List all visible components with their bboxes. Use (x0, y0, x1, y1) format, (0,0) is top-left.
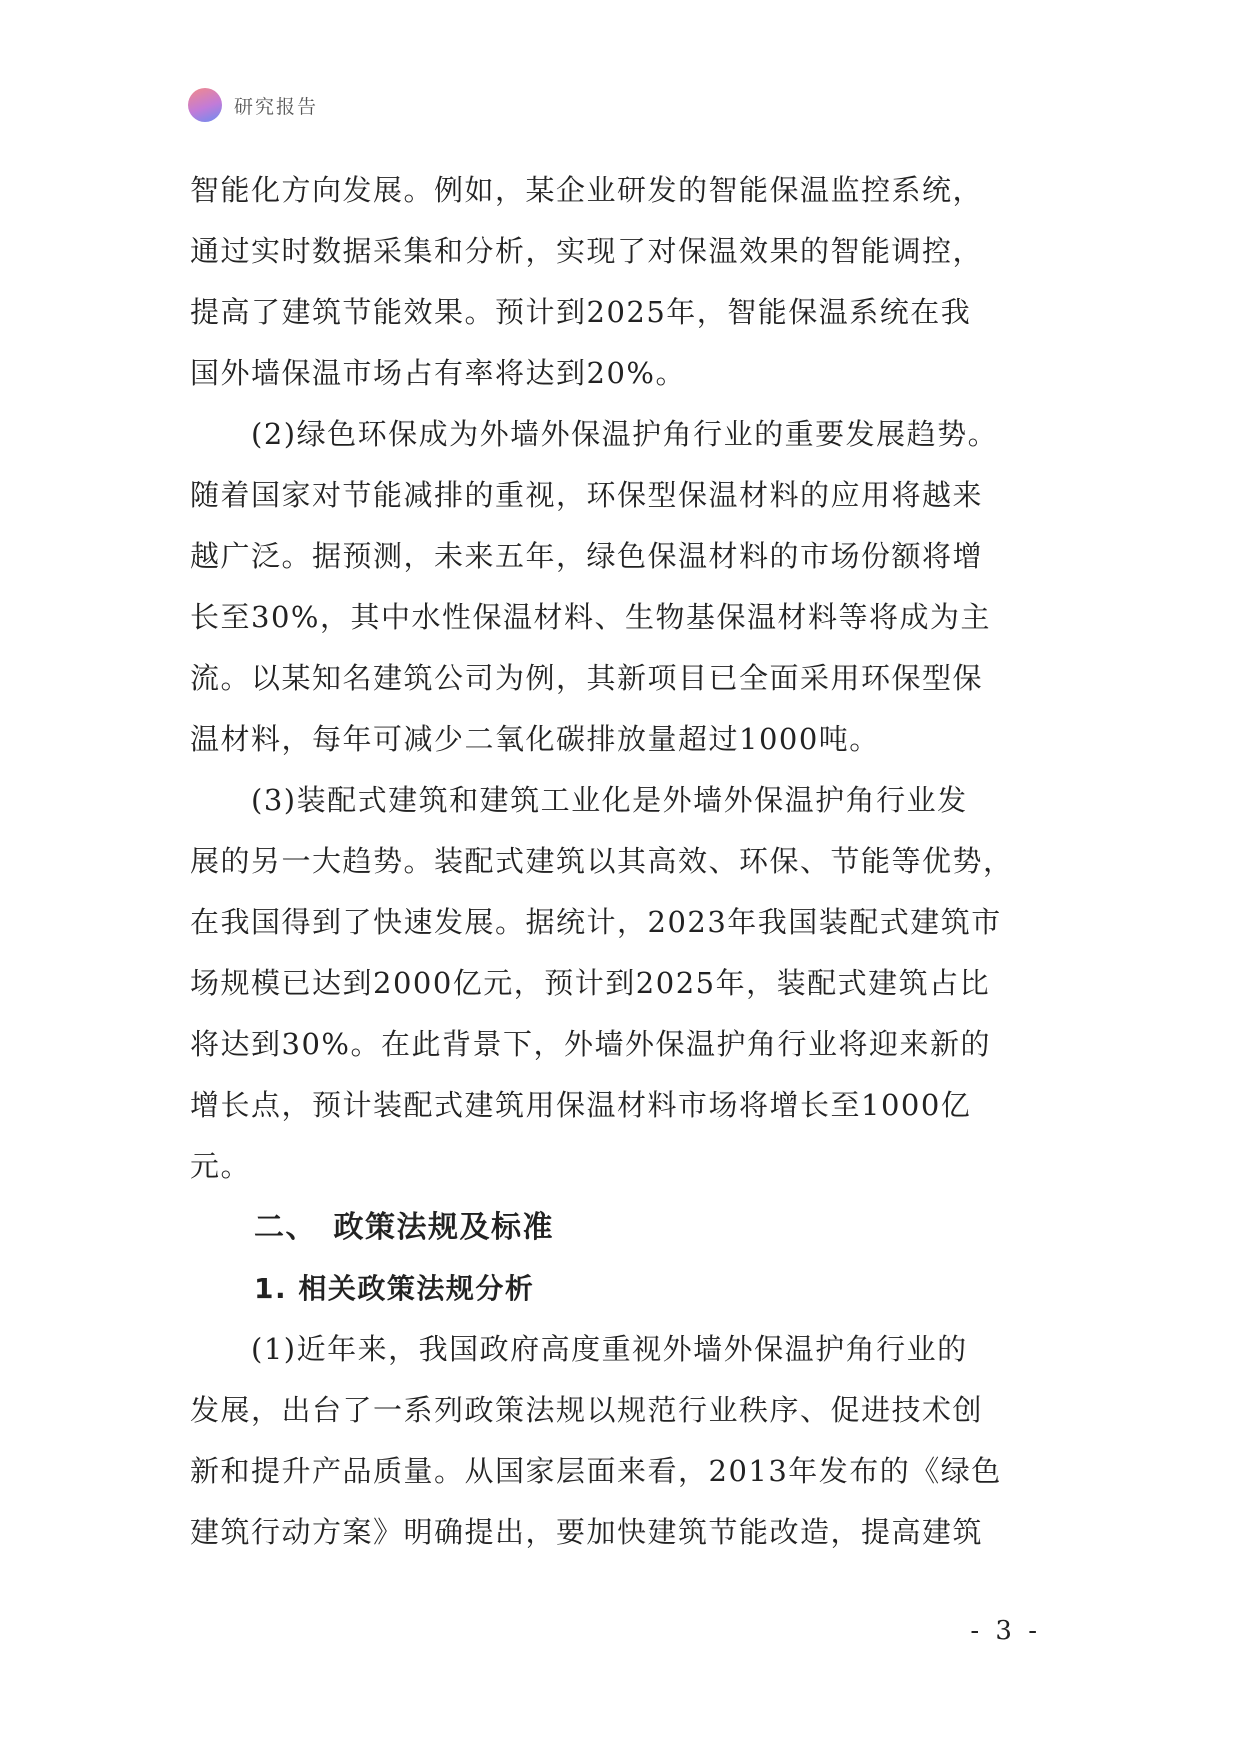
logo-icon (188, 88, 222, 122)
document-body (190, 160, 1070, 1563)
paragraph: 智能化方向发展。例如，某企业研发的智能保温监控系统， 通过实时数据采集和分析，实现了对保温效果的智能调控， 提高了建筑节能效果。预计到2025年，智能保温系统在我 国外墙保温市场占有率将达到20%。 (190, 173, 984, 390)
paragraph: (3)装配式建筑和建筑工业化是外墙外保温护角行业发 展的另一大趋势。装配式建筑以其高效、环保、节能等优势， 在我国得到了快速发展。据统计，2023年我国装配式建筑市 场规模已达到2000亿元，预计到2025年，装配式建筑占比 将达到30%。在此背景下，外墙外保温护角行业将迎来新的 增长点，预计装配式建筑用保温材料市场将增长至1000亿 元。 (190, 783, 1014, 1183)
paragraph: (1)近年来，我国政府高度重视外墙外保温护角行业的 发展，出台了一系列政策法规以规范行业秩序、促进技术创 新和提升产品质量。从国家层面来看，2013年发布的《绿色 建筑行动方案》明确提出，要加快建筑节能改造，提高建筑 (190, 1332, 1002, 1549)
page-number: - 3 - (970, 1616, 1041, 1646)
paragraph: (2)绿色环保成为外墙外保温护角行业的重要发展趋势。 随着国家对节能减排的重视，环保型保温材料的应用将越来 越广泛。据预测，未来五年，绿色保温材料的市场份额将增 长至30%，其中水性保温材料、生物基保温材料等将成为主 流。以某知名建筑公司为例，其新项目已全面采用环保型保 温材料，每年可减少二氧化碳排放量超过1000吨。 (190, 417, 999, 756)
subsection-heading: 1. 相关政策法规分析 (254, 1272, 535, 1305)
report-header (188, 88, 318, 122)
section-heading: 二、 政策法规及标准 (254, 1210, 554, 1245)
header-label: 研究报告 (234, 95, 319, 118)
